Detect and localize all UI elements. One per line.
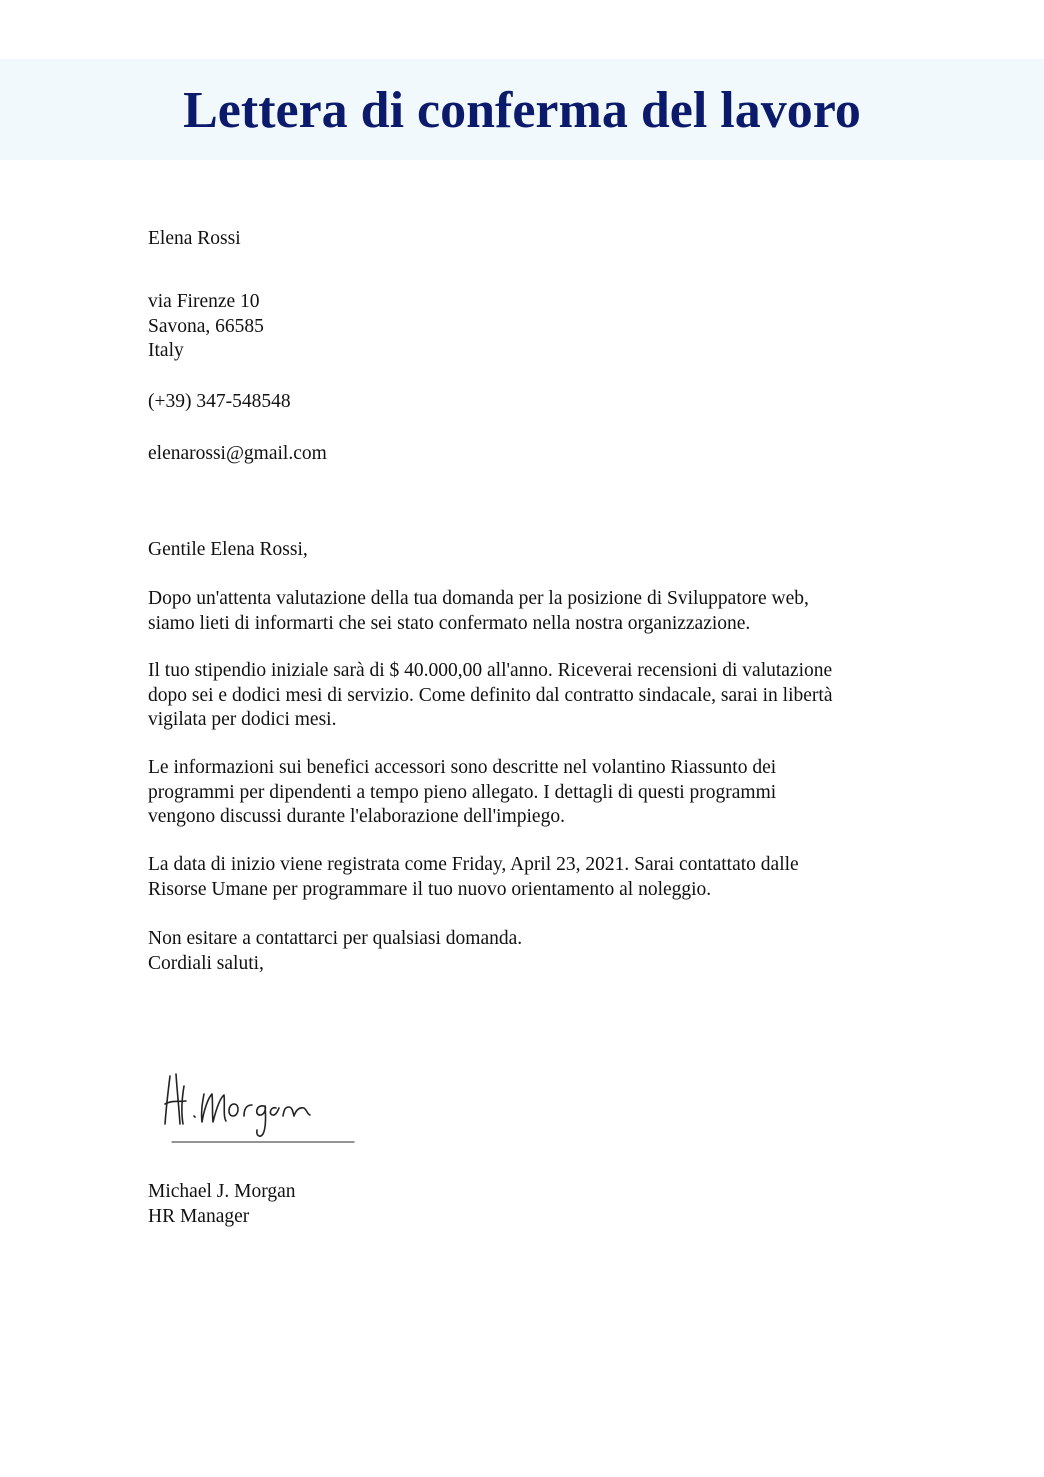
closing-line-1: Non esitare a contattarci per qualsiasi domanda. — [148, 928, 523, 949]
address-country: Italy — [148, 340, 184, 361]
paragraph-4-line: La data di inizio viene registrata come Friday, April 23, 2021. Sarai contattato dalle — [148, 854, 799, 875]
paragraph-3-line: Le informazioni sui benefici accessori sono descritte nel volantino Riassunto dei — [148, 757, 777, 778]
paragraph-2-line: dopo sei e dodici mesi di servizio. Come definito dal contratto sindacale, sarai in libertà — [148, 684, 833, 706]
closing — [148, 927, 522, 976]
paragraph-1-line: Dopo un'attenta valutazione della tua domanda per la posizione di Sviluppatore web, — [148, 588, 809, 609]
paragraph-1 — [148, 587, 809, 636]
paragraph-3 — [148, 756, 776, 830]
address-line-2: Savona, 66585 — [148, 315, 264, 337]
recipient-email — [148, 442, 327, 467]
closing-line-2: Cordiali saluti, — [148, 952, 264, 974]
paragraph-1-line: siamo lieti di informarti che sei stato confermato nella nostra organizzazione. — [148, 612, 751, 634]
signatory-title: HR Manager — [148, 1205, 250, 1227]
recipient-address — [148, 290, 264, 364]
paragraph-2-line: vigilata per dodici mesi. — [148, 709, 337, 730]
signatory — [148, 1180, 296, 1229]
handwritten-signature — [160, 1064, 356, 1146]
paragraph-4-line: Risorse Umane per programmare il tuo nuovo orientamento al noleggio. — [148, 878, 712, 900]
phone-text: (+39) 347-548548 — [148, 391, 291, 412]
page-title: Lettera di conferma del lavoro — [183, 82, 861, 139]
paragraph-4 — [148, 853, 799, 902]
recipient-name-text: Elena Rossi — [148, 228, 241, 249]
signature-drawing — [160, 1064, 356, 1146]
signatory-name: Michael J. Morgan — [148, 1181, 296, 1202]
paragraph-2 — [148, 659, 832, 733]
recipient-name — [148, 227, 241, 252]
paragraph-3-line: programmi per dipendenti a tempo pieno allegato. I dettagli di questi programmi — [148, 781, 777, 803]
paragraph-2-line: Il tuo stipendio iniziale sarà di $ 40.000,00 all'anno. Riceverai recensioni di valutazione — [148, 660, 833, 681]
salutation-text: Gentile Elena Rossi, — [148, 539, 308, 560]
address-line-1: via Firenze 10 — [148, 291, 260, 312]
paragraph-3-line: vengono discussi durante l'elaborazione dell'impiego. — [148, 806, 565, 827]
email-text: elenarossi@gmail.com — [148, 443, 327, 464]
salutation — [148, 538, 308, 563]
recipient-phone — [148, 390, 291, 415]
